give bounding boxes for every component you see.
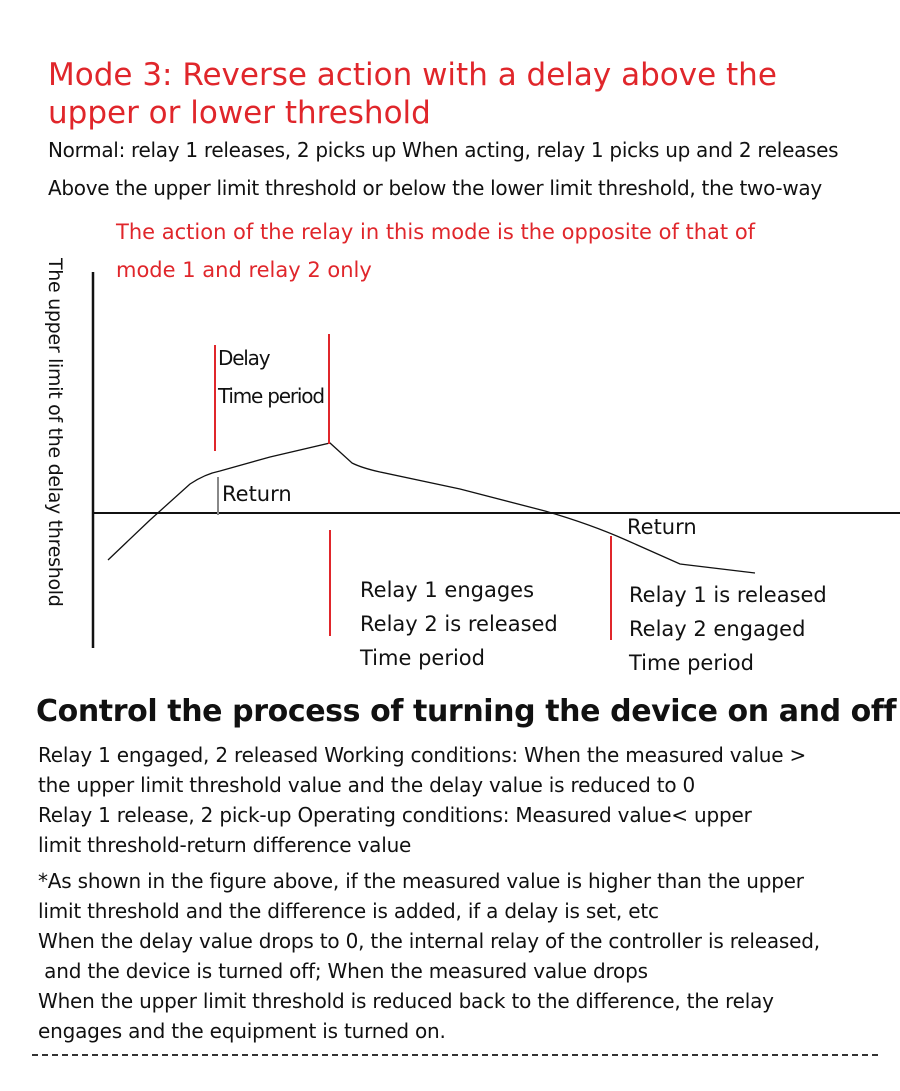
right-status-line-3: Time period	[629, 651, 754, 675]
title-line-1: Mode 3: Reverse action with a delay above the	[48, 57, 777, 93]
return-label-right: Return	[627, 515, 697, 539]
process-line-1: Relay 1 engaged, 2 released Working conditions: When the measured value >	[38, 743, 807, 767]
mode-note-line-2: mode 1 and relay 2 only	[116, 258, 372, 282]
return-label-left: Return	[222, 482, 292, 506]
delay-label: Delay	[218, 346, 270, 370]
dashed-divider	[32, 1054, 878, 1056]
note-line-6: engages and the equipment is turned on.	[38, 1019, 446, 1043]
note-line-5: When the upper limit threshold is reduced back to the difference, the relay	[38, 989, 774, 1013]
right-status-line-2: Relay 2 engaged	[629, 617, 806, 641]
note-line-1: *As shown in the figure above, if the measured value is higher than the upper	[38, 869, 804, 893]
process-line-2: the upper limit threshold value and the delay value is reduced to 0	[38, 773, 696, 797]
title-line-2: upper or lower threshold	[48, 95, 431, 131]
mid-status-line-2: Relay 2 is released	[360, 612, 558, 636]
intro-line-2: Above the upper limit threshold or below the lower limit threshold, the two-way	[48, 176, 822, 200]
intro-line-1: Normal: relay 1 releases, 2 picks up When acting, relay 1 picks up and 2 releases	[48, 138, 839, 162]
right-status-line-1: Relay 1 is released	[629, 583, 827, 607]
process-line-4: limit threshold-return difference value	[38, 833, 412, 857]
mid-status-line-3: Time period	[360, 646, 485, 670]
note-line-2: limit threshold and the difference is added, if a delay is set, etc	[38, 899, 659, 923]
measured-value-curve	[108, 443, 755, 573]
note-line-4: and the device is turned off; When the measured value drops	[38, 959, 648, 983]
process-line-3: Relay 1 release, 2 pick-up Operating conditions: Measured value< upper	[38, 803, 752, 827]
process-heading: Control the process of turning the device on and off	[36, 694, 897, 729]
y-axis-label: The upper limit of the delay threshold	[44, 258, 66, 607]
delay-time-period-label: Time period	[218, 384, 324, 408]
mid-status-line-1: Relay 1 engages	[360, 578, 535, 602]
mode-note-line-1: The action of the relay in this mode is the opposite of that of	[116, 220, 756, 244]
note-line-3: When the delay value drops to 0, the internal relay of the controller is released,	[38, 929, 820, 953]
